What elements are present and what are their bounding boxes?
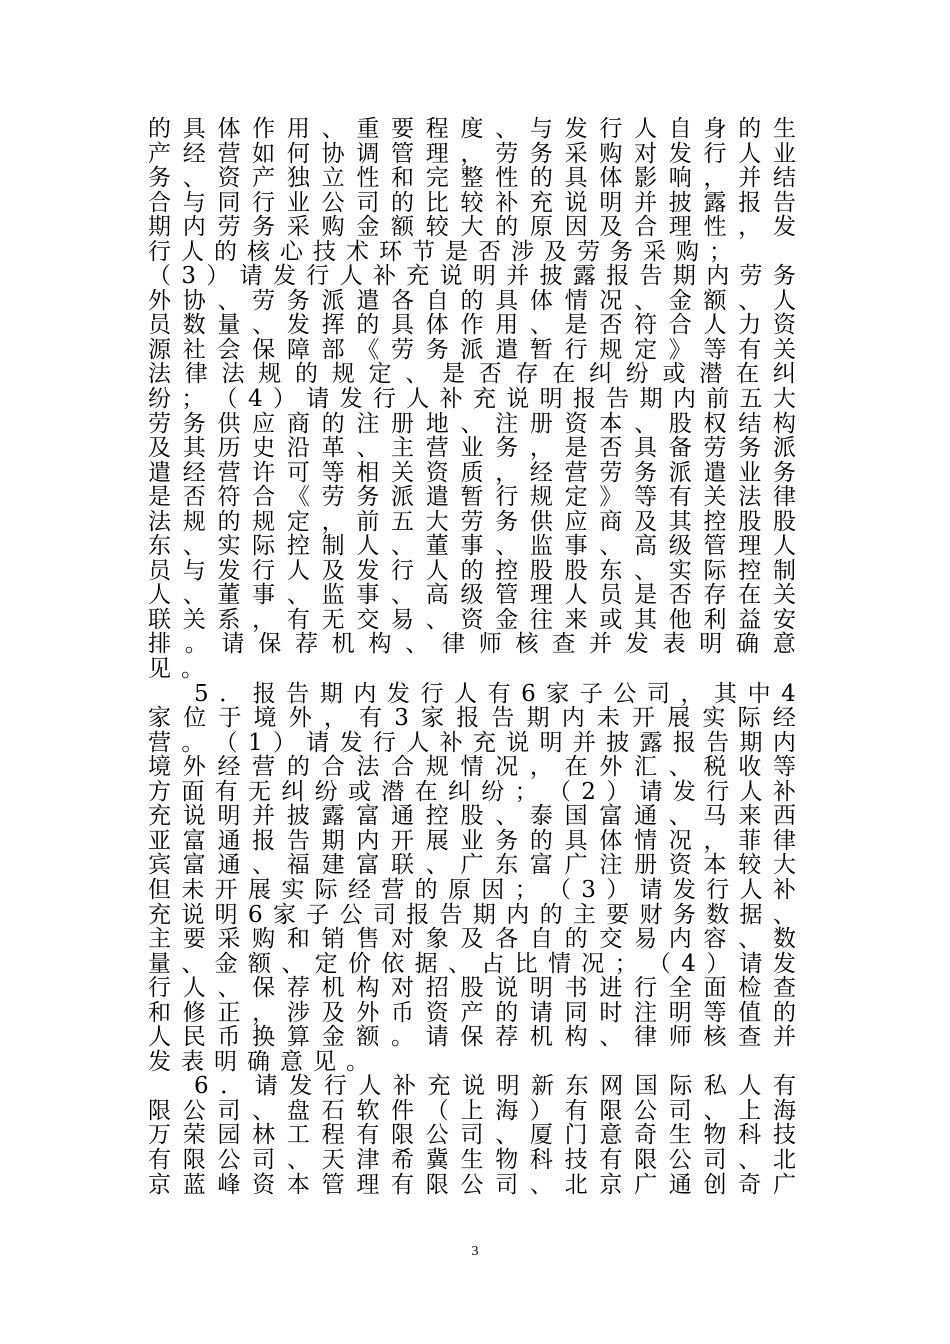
text-line: （ 3 ） 请 发 行 人 补 充 说 明 并 披 露 报 告 期 内 劳 务 — [148, 263, 796, 290]
text-line: 法 律 法 规 的 规 定 、 是 否 存 在 纠 纷 或 潜 在 纠 — [148, 361, 796, 388]
text-line: 外 协 、 劳 务 派 遣 各 自 的 具 体 情 况 、 金 额 、 人 — [148, 287, 796, 314]
text-line: 遣 经 营 许 可 等 相 关 资 质 ， 经 营 劳 务 派 遣 业 务 — [148, 459, 796, 486]
text-line: 方 面 有 无 纠 纷 或 潜 在 纠 纷 ； （ 2 ） 请 发 行 人 补 — [148, 778, 796, 805]
text-line: 产 经 营 如 何 协 调 管 理 ， 劳 务 采 购 对 发 行 人 业 — [148, 140, 796, 167]
text-line: 万 荣 园 林 工 程 有 限 公 司 、 厦 门 意 奇 生 物 科 技 — [148, 1122, 796, 1149]
text-line: 充 说 明 6 家 子 公 司 报 告 期 内 的 主 要 财 务 数 据 、 — [148, 901, 796, 928]
text-line: 境 外 经 营 的 合 法 合 规 情 况 ， 在 外 汇 、 税 收 等 — [148, 754, 796, 781]
text-line: 员 与 发 行 人 及 发 行 人 的 控 股 股 东 、 实 际 控 制 — [148, 557, 796, 584]
text-line: 行 人 、 保 荐 机 构 对 招 股 说 明 书 进 行 全 面 检 查 — [148, 975, 796, 1002]
text-line: 法 规 的 规 定 ， 前 五 大 劳 务 供 应 商 及 其 控 股 股 — [148, 508, 796, 535]
text-line: 主 要 采 购 和 销 售 对 象 及 各 自 的 交 易 内 容 、 数 — [148, 926, 796, 953]
text-line: 亚 富 通 报 告 期 内 开 展 业 务 的 具 体 情 况 ， 菲 律 — [148, 827, 796, 854]
text-line: 人 、 董 事 、 监 事 、 高 级 管 理 人 员 是 否 存 在 关 — [148, 582, 796, 609]
text-line: 宾 富 通 、 福 建 富 联 、 广 东 富 广 注 册 资 本 较 大 — [148, 852, 796, 879]
text-line: 见。 — [148, 656, 214, 683]
text-line: 有 限 公 司 、 天 津 希 冀 生 物 科 技 有 限 公 司 、 北 — [148, 1146, 796, 1173]
text-line: 但 未 开 展 实 际 经 营 的 原 因 ； （ 3 ） 请 发 行 人 补 — [148, 876, 796, 903]
text-line: 期 内 劳 务 采 购 金 额 较 大 的 原 因 及 合 理 性 ， 发 — [148, 214, 796, 241]
text-line: 营 。 （ 1 ） 请 发 行 人 补 充 说 明 并 披 露 报 告 期 内 — [148, 729, 796, 756]
text-line: 纷 ； （ 4 ） 请 发 行 人 补 充 说 明 报 告 期 内 前 五 大 — [148, 386, 796, 413]
text-line: 合 与 同 行 业 公 司 的 比 较 补 充 说 明 并 披 露 报 告 — [148, 189, 796, 216]
text-line: 东 、 实 际 控 制 人 、 董 事 、 监 事 、 高 级 管 理 人 — [148, 533, 796, 560]
text-line: 务 、 资 产 独 立 性 和 完 整 性 的 具 体 影 响 ， 并 结 — [148, 165, 796, 192]
text-line: 源 社 会 保 障 部 《 劳 务 派 遣 暂 行 规 定 》 等 有 关 — [148, 336, 796, 363]
text-line: 行人的核心技术环节是否涉及劳务采购； — [148, 238, 742, 265]
text-line: 联 关 系 ， 有 无 交 易 、 资 金 往 来 或 其 他 利 益 安 — [148, 606, 796, 633]
text-line: 是 否 符 合 《 劳 务 派 遣 暂 行 规 定 》 等 有 关 法 律 — [148, 484, 796, 511]
text-line: 员 数 量 、 发 挥 的 具 体 作 用 、 是 否 符 合 人 力 资 — [148, 312, 796, 339]
text-line: 6 ． 请 发 行 人 补 充 说 明 新 东 网 国 际 私 人 有 — [194, 1073, 796, 1100]
text-line: 劳 务 供 应 商 的 注 册 地 、 注 册 资 本 、 股 权 结 构 — [148, 410, 796, 437]
page-number: 3 — [471, 1244, 479, 1259]
text-line: 量 、 金 额 、 定 价 依 据 、 占 比 情 况 ； （ 4 ） 请 发 — [148, 950, 796, 977]
text-line: 充 说 明 并 披 露 富 通 控 股 、 泰 国 富 通 、 马 来 西 — [148, 803, 796, 830]
text-line: 和 修 正 ， 涉 及 外 币 资 产 的 请 同 时 注 明 等 值 的 — [148, 999, 796, 1026]
text-line: 发表明确意见。 — [148, 1048, 379, 1075]
text-line: 5 ． 报 告 期 内 发 行 人 有 6 家 子 公 司 ， 其 中 4 — [194, 680, 796, 707]
text-line: 的 具 体 作 用 、 重 要 程 度 、 与 发 行 人 自 身 的 生 — [148, 116, 796, 142]
body-text — [148, 117, 796, 1197]
text-line: 京 蓝 峰 资 本 管 理 有 限 公 司 、 北 京 广 通 创 奇 广 — [148, 1171, 796, 1198]
text-line: 限 公 司 、 盘 石 软 件 （ 上 海 ） 有 限 公 司 、 上 海 — [148, 1097, 796, 1124]
text-line: 家 位 于 境 外 ， 有 3 家 报 告 期 内 未 开 展 实 际 经 — [148, 705, 796, 732]
text-line: 及 其 历 史 沿 革 、 主 营 业 务 ， 是 否 具 备 劳 务 派 — [148, 435, 796, 462]
text-line: 排 。 请 保 荐 机 构 、 律 师 核 查 并 发 表 明 确 意 — [148, 631, 796, 658]
text-line: 人 民 币 换 算 金 额 。 请 保 荐 机 构 、 律 师 核 查 并 — [148, 1024, 796, 1051]
